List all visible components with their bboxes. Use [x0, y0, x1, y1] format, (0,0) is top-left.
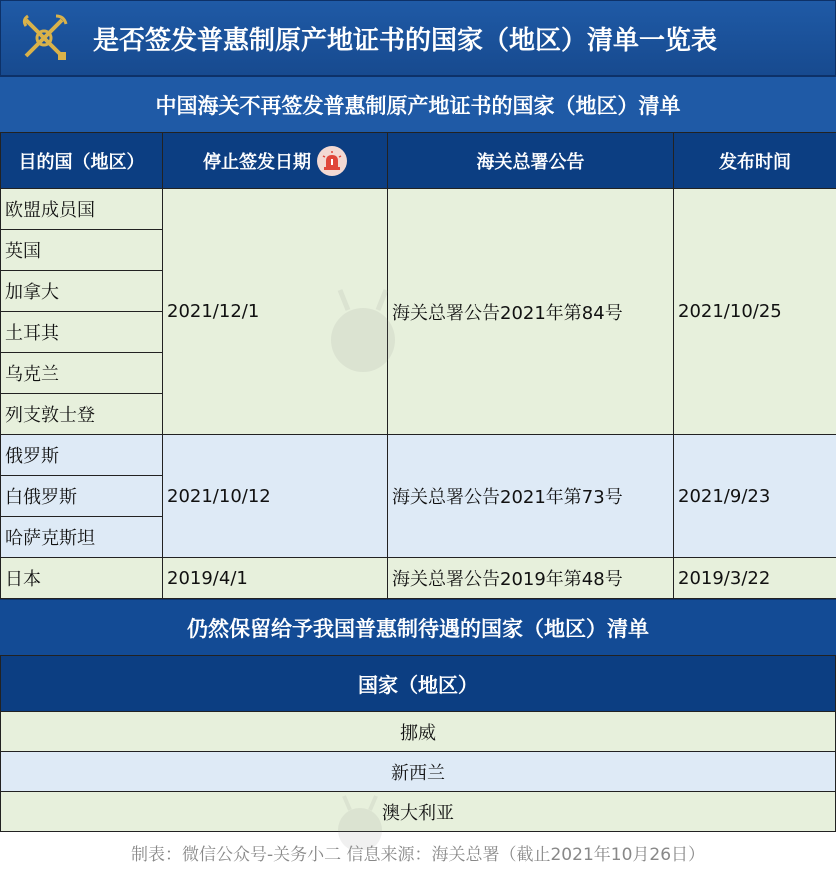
- table-header-row: [1, 656, 836, 712]
- table-row: [1, 189, 836, 230]
- country-cell: 新西兰: [1, 752, 836, 792]
- country-cell: 乌克兰: [1, 353, 163, 394]
- section2-title: 仍然保留给予我国普惠制待遇的国家（地区）清单: [0, 599, 836, 655]
- col-header-notice: 海关总署公告: [388, 133, 674, 189]
- stop-issuing-table: [0, 132, 836, 599]
- country-cell: 英国: [1, 230, 163, 271]
- section1-title: 中国海关不再签发普惠制原产地证书的国家（地区）清单: [0, 76, 836, 132]
- col-header-country-region: 国家（地区）: [1, 656, 836, 712]
- page-title: 是否签发普惠制原产地证书的国家（地区）清单一览表: [93, 20, 717, 57]
- country-cell: 澳大利亚: [1, 792, 836, 832]
- country-cell: 列支敦士登: [1, 394, 163, 435]
- publish-cell: 2021/9/23: [674, 435, 836, 558]
- notice-cell: 海关总署公告2021年第84号: [388, 189, 674, 435]
- alarm-siren-icon: [317, 146, 347, 176]
- stop-date-label: 停止签发日期: [203, 148, 311, 174]
- table-row: [1, 712, 836, 752]
- col-header-publish: 发布时间: [674, 133, 836, 189]
- publish-cell: 2019/3/22: [674, 558, 836, 599]
- country-cell: 哈萨克斯坦: [1, 517, 163, 558]
- col-header-country: 目的国（地区）: [1, 133, 163, 189]
- col-header-stop-date: [163, 133, 388, 189]
- stop-date-cell: 2021/12/1: [163, 189, 388, 435]
- country-cell: 加拿大: [1, 271, 163, 312]
- stop-date-cell: 2019/4/1: [163, 558, 388, 599]
- country-cell: 挪威: [1, 712, 836, 752]
- country-cell: 日本: [1, 558, 163, 599]
- publish-cell: 2021/10/25: [674, 189, 836, 435]
- customs-emblem-icon: [15, 9, 73, 67]
- notice-cell: 海关总署公告2021年第73号: [388, 435, 674, 558]
- country-cell: 白俄罗斯: [1, 476, 163, 517]
- gsp-countries-table: [0, 655, 836, 832]
- stop-date-cell: 2021/10/12: [163, 435, 388, 558]
- notice-cell: 海关总署公告2019年第48号: [388, 558, 674, 599]
- title-bar: [0, 0, 836, 76]
- table-row: [1, 792, 836, 832]
- country-cell: 欧盟成员国: [1, 189, 163, 230]
- table-header-row: [1, 133, 836, 189]
- table-row: [1, 435, 836, 476]
- table-row: [1, 558, 836, 599]
- table-row: [1, 752, 836, 792]
- country-cell: 俄罗斯: [1, 435, 163, 476]
- footer-credit: 制表：微信公众号-关务小二 信息来源：海关总署（截止2021年10月26日）: [0, 832, 836, 872]
- country-cell: 土耳其: [1, 312, 163, 353]
